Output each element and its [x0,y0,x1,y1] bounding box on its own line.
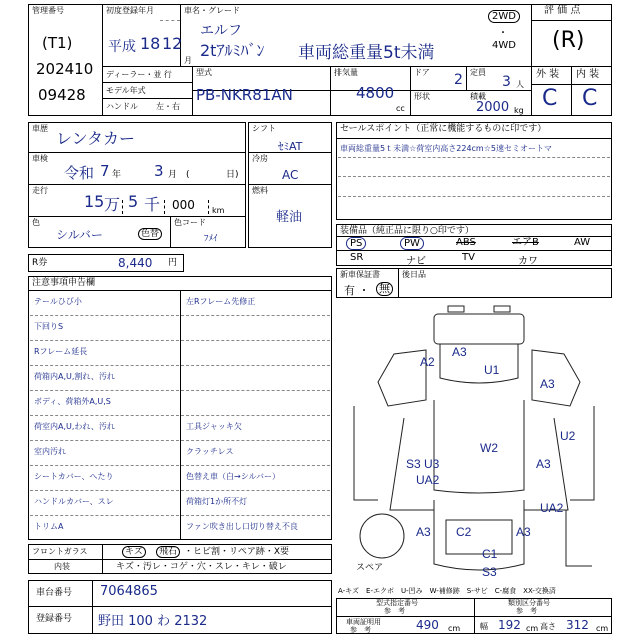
car-note: 車両総重量5t未満 [298,43,435,63]
recycle-label: R券 [32,258,48,268]
aircon-value: AC [282,168,299,182]
glass-rest: ・ヒビ割・リペア跡・X要 [184,547,289,557]
truck-outline [354,306,594,570]
plate-label: 登録番号 [36,614,73,624]
recycle-unit: 円 [168,258,178,268]
damage-mark-5: U2 [560,429,576,443]
damage-mark-7: A3 [536,457,551,471]
mgmt-label: 管理番号 [32,6,64,15]
doors-label: ドア [414,68,430,77]
dims-c1: 型式指定番号 [376,599,418,607]
recycle-box [28,254,184,272]
damage-mark-2: U1 [484,363,500,377]
note-left-0: テールひび小 [34,297,82,306]
equip-kawa: カワ [518,256,538,267]
damage-mark-12: A3 [516,525,531,539]
chassis-label: 車台番号 [36,588,73,598]
damage-mark-1: A2 [420,355,435,369]
dims-h-unit: cm [596,624,609,633]
equip-aw: AW [574,237,591,248]
drive-2wd: 2WD [488,10,520,23]
equip-abs: ABS [456,237,476,248]
shaken-month: 3 [154,162,164,180]
eval-int-label: 内 装 [576,69,600,80]
type-label: 型式 [196,68,212,77]
note-left-9: トリムA [34,522,64,531]
color-code: ﾌﾒｲ [204,234,218,244]
color-paint: 色替 [138,228,162,240]
reg-era: 平成 [108,39,136,55]
shape-label: 形状 [414,92,430,101]
damage-mark-4: W2 [480,441,498,455]
chassis-value: 7064865 [100,584,158,599]
mileage-man: 15 [84,192,105,211]
model-year-label: モデル年式 [106,86,146,95]
color-value: シルバー [56,228,103,242]
reg-month-unit: 月 [184,56,192,65]
shaken-day-unit: 日) [226,170,239,180]
dealer-label: ディーラー・並 行 [106,70,172,79]
note-right-0: 左Rフレーム先修正 [186,297,256,306]
shaken-day-open: ( [186,170,190,180]
note-left-3: 荷箱内A,U,割れ、汚れ [34,372,115,381]
damage-mark-11: C2 [456,525,472,539]
note-left-6: 室内汚れ [34,447,66,456]
selling-label: セールスポイント（正常に機能するものに印です） [340,124,547,134]
note-right-7: 色替え車（白→シルバー） [186,472,280,481]
mileage-label: 走行 [32,186,48,195]
interior-label: 内装 [54,562,70,571]
note-left-7: シートカバー、へたり [34,472,114,481]
handle-lr: 左・右 [156,102,180,111]
dims-len: 490 [416,618,439,632]
aircon-label: 冷房 [252,154,268,163]
history-value: レンタカー [56,129,135,148]
damage-mark-9: UA2 [540,501,564,515]
mgmt-t: (T1) [42,34,73,52]
eval-ext: C [542,86,558,111]
note-right-5: 工具ジャッキ欠 [186,422,242,431]
note-right-8: 荷箱灯1か所不灯 [186,497,248,506]
note-right-6: クラッチレス [186,447,234,456]
dims-w-label: 幅 [480,622,488,631]
dims-len-unit: cm [448,624,461,633]
damage-mark-6: S3 U3 [406,457,440,471]
glass-tobi: 飛石 [156,546,180,558]
disp-unit: cc [396,104,405,113]
eval-label: 評 価 点 [544,5,581,16]
equip-airbag: エアB [512,237,539,248]
eval-ext-label: 外 装 [536,69,560,80]
type-value: PB-NKR81AN [196,86,293,104]
notes-label: 注意事項申告欄 [32,278,96,288]
glass-kizu: キズ [122,546,146,558]
dims-len-label: 車両証明用 [346,618,381,626]
glass-label: フロントガラス [32,547,88,556]
equip-pw: PW [400,237,424,250]
damage-mark-0: A3 [452,345,467,359]
damage-mark-13: C1 [482,547,498,561]
car-grade: 2tｱﾙﾐﾊﾞﾝ [200,41,265,60]
fuel-label: 燃料 [252,186,268,195]
shaken-month-unit: 月 [168,170,178,180]
shaken-year: 7 [100,162,110,180]
warranty-label: 新車保証書 [340,270,380,279]
drive-4wd: 4WD [492,40,516,51]
seats-unit: 人 [516,80,524,89]
mgmt-n2: 09428 [38,86,86,104]
recycle-value: 8,440 [118,256,153,270]
seats-label: 定員 [470,68,486,77]
shift-label: シフト [252,124,276,133]
reg-mm: 12 [162,34,183,53]
load-value: 2000 [476,100,510,115]
interior-value: キズ・汚レ・コゲ・穴・スレ・キレ・破レ [116,562,287,572]
damage-mark-10: A3 [416,525,431,539]
shift-value: ｾﾐAT [278,140,303,153]
plate-value: 野田 100 わ 2132 [98,614,208,629]
color-code-label: 色コード [174,218,206,227]
dims-h: 312 [566,618,589,632]
dims-h-label: 高さ [540,622,556,631]
drive-dot: ・ [498,28,508,39]
eval-int: C [582,86,598,111]
eval-score: (R) [552,28,585,53]
equip-ps: PS [346,237,366,250]
dims-c1b: 参 考 [384,607,405,615]
shaken-year-unit: 年 [112,170,122,180]
note-left-4: ボディ、荷箱外A,U,S [34,397,111,406]
disp-label: 排気量 [334,68,358,77]
reg-label: 初度登録年月 [106,6,154,15]
damage-mark-3: A3 [540,377,555,391]
note-left-1: 下回りS [34,322,64,331]
car-label: 車名・グレード [184,6,240,15]
dims-c2: 類別区分番号 [508,599,550,607]
note-left-2: Rフレーム延長 [34,347,88,356]
warranty-no: 無 [376,282,393,296]
mileage-unit: km [212,206,225,215]
shaken-label: 車検 [32,154,48,163]
seats-value: 3 [502,74,511,90]
equip-sr: SR [350,252,364,263]
load-unit: kg [514,106,524,115]
vehicle-diagram [334,300,614,584]
car-name: エルフ [200,23,242,39]
history-label: 車歴 [32,124,48,133]
note-right-9: ファン吹き出し口切り替え不良 [186,522,298,531]
disp-value: 4800 [356,84,395,102]
warranty-yes: 有 ・ [344,284,370,297]
spare-label: スペア [356,563,384,573]
dims-w: 192 [498,618,521,632]
damage-mark-14: S3 [482,565,497,579]
damage-mark-8: UA2 [416,473,440,487]
reg-yy: 18 [140,34,161,53]
note-left-8: ハンドルカバー、スレ [34,497,114,506]
dims-w-unit: cm [526,624,539,633]
mgmt-n1: 202410 [36,60,94,78]
doors-value: 2 [454,72,463,88]
handle-label: ハンドル [106,102,138,111]
dims-c2b: 参 考 [516,607,537,615]
selling-box [336,122,612,220]
equip-label: 装備品（純正品に限り○印です） [340,226,474,236]
color-label: 色 [32,218,40,227]
mileage-sen: 5 [128,192,139,211]
dims-len-sub: 参 考 [350,626,371,634]
mileage-sen-unit: 千 [144,195,161,214]
mileage-rest: 000 [172,198,195,212]
legend: A-キズ E-エクボ U-凹み W-補修跡 S-サビ C-腐食 XX-交換済 [338,587,556,595]
equip-tv: TV [462,252,475,263]
mileage-man-unit: 万 [104,195,121,214]
fuel-value: 軽油 [276,210,303,225]
note-left-5: 荷室内A,U,われ、汚れ [34,422,115,431]
warranty-later-label: 後日品 [402,270,426,279]
equip-navi: ナビ [406,256,426,267]
load-label: 積載 [470,92,486,101]
shaken-era: 令和 [64,164,95,182]
selling-line1: 車両総重量5ｔ未満☆荷室内高さ224cm☆5速セミオートマ [340,144,552,153]
